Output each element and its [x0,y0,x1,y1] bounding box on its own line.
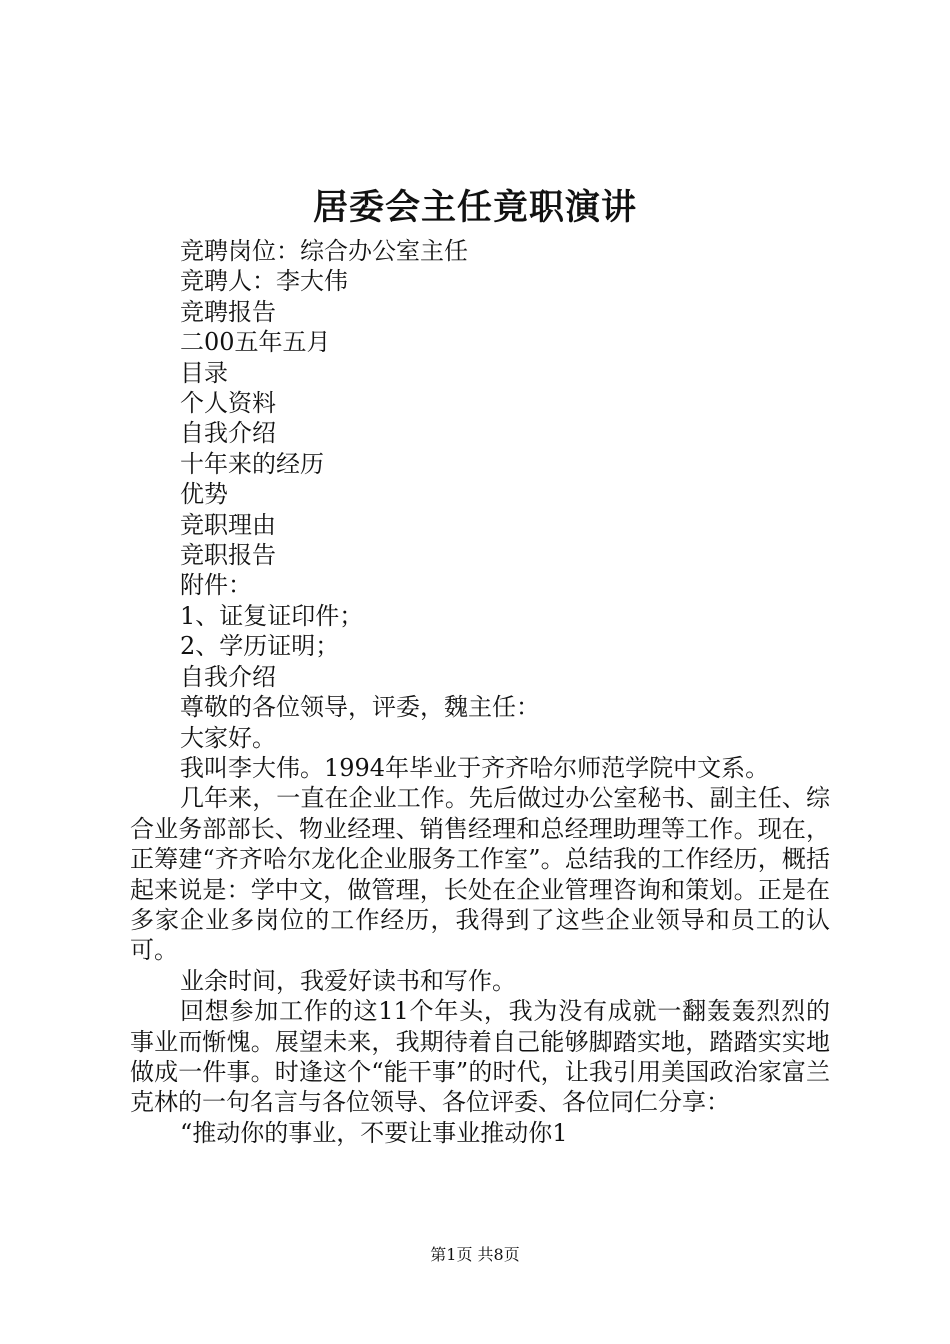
document-title: 居委会主任竟职演讲 [312,187,637,228]
paragraph: 业余时间，我爱好读书和写作。 [180,966,516,995]
text-line: 十年来的经历 [180,449,324,478]
text-line: 竞职报告 [180,541,276,570]
text-line: 竞聘人：李大伟 [180,267,348,296]
text-line: 1、证复证印件； [180,601,364,630]
text-line: 我叫李大伟。1994年毕业于齐齐哈尔师范学院中文系。 [180,753,770,782]
text-line: 优势 [180,480,228,509]
text-line: 2、学历证明； [180,632,340,661]
text-line: 个人资料 [180,389,276,418]
page-number-footer: 第1页 共8页 [430,1245,520,1264]
text-line: 自我介绍 [180,419,276,448]
text-line: 尊敬的各位领导，评委，魏主任： [180,693,540,722]
paragraph: 几年来，一直在企业工作。先后做过办公室秘书、副主任、综合业务部部长、物业经理、销售经理和总经理助理等工作。现在，正筹建“齐齐哈尔龙化企业服务工作室”。总结我的工作经历，概括起来说是：学中文，做管理，长处在企业管理咨询和策划。正是在多家企业多岗位的工作经历，我得到了这些企业领导和员工的认可。 [130,784,830,965]
text-line: 竞职理由 [180,510,276,539]
text-line: 大家好。 [180,723,276,752]
paragraph: “推动你的事业，不要让事业推动你1 [180,1118,568,1147]
text-line: 竞聘报告 [180,297,276,326]
document-body [130,236,830,1148]
text-line: 附件： [180,571,252,600]
text-line: 竞聘岗位：综合办公室主任 [180,237,468,265]
text-line: 二00五年五月 [180,328,331,357]
text-line: 目录 [180,358,228,387]
text-line: 自我介绍 [180,662,276,691]
paragraph: 回想参加工作的这11个年头，我为没有成就一翻轰轰烈烈的事业而惭愧。展望未来，我期待着自己能够脚踏实地，踏踏实实地做成一件事。时逢这个“能干事”的时代，让我引用美国政治家富兰克林的一句名言与各位领导、各位评委、各位同仁分享： [130,997,830,1117]
